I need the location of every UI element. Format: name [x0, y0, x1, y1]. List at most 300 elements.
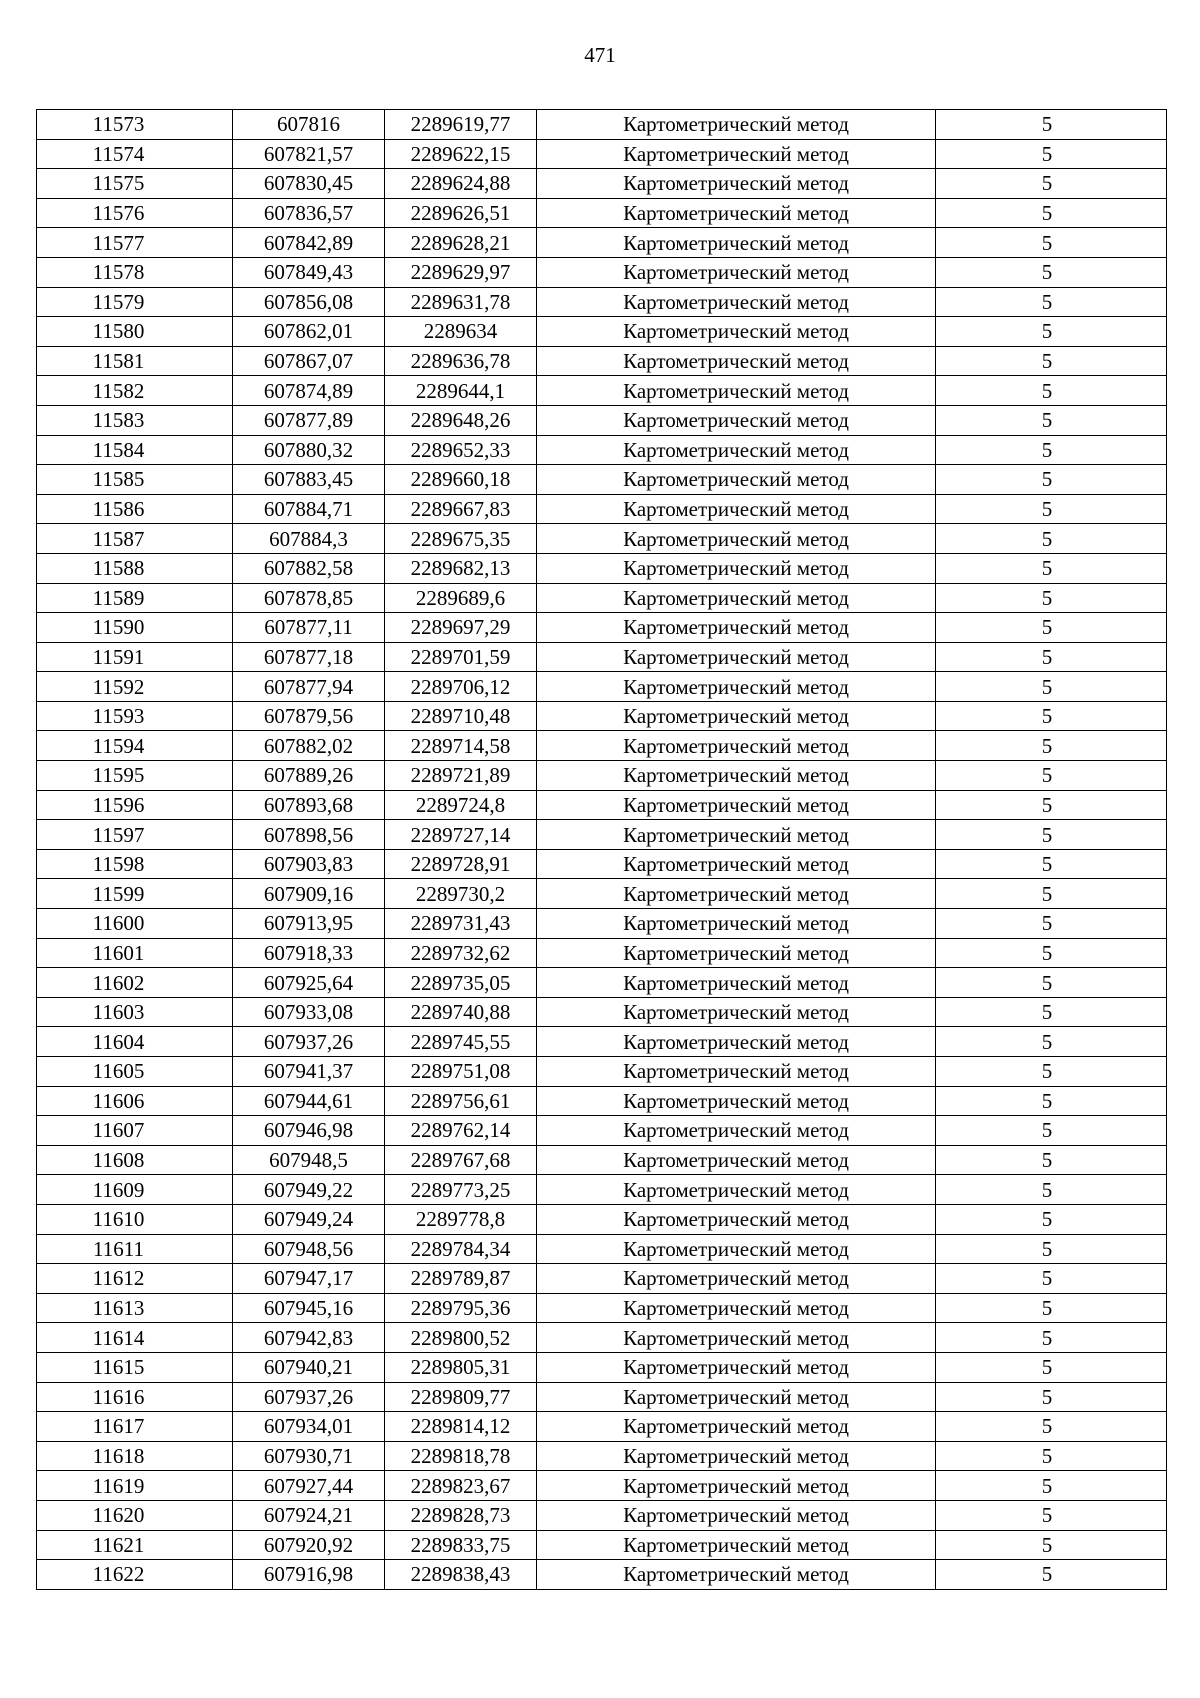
accuracy-text: 5: [1041, 1444, 1053, 1469]
y-coordinate-text: 2289818,78: [410, 1444, 511, 1469]
method-cell: [537, 228, 936, 258]
accuracy-text: 5: [1041, 792, 1053, 817]
y-coordinate-cell: [385, 1086, 537, 1116]
y-coordinate-text: 2289732,62: [410, 940, 511, 965]
method-cell: [537, 1500, 936, 1530]
table-row: [37, 1352, 1167, 1382]
x-coordinate-cell: [233, 553, 385, 583]
method-cell: [537, 1175, 936, 1205]
x-coordinate-cell: [233, 613, 385, 643]
accuracy-cell: [936, 1027, 1167, 1057]
table-row: [37, 169, 1167, 199]
table-row: [37, 1234, 1167, 1264]
point-number-text: 11611: [93, 1236, 144, 1261]
x-coordinate-cell: [233, 1145, 385, 1175]
accuracy-text: 5: [1041, 1088, 1053, 1113]
accuracy-text: 5: [1041, 1207, 1053, 1232]
accuracy-cell: [936, 257, 1167, 287]
table-body: [37, 110, 1167, 1590]
method-cell: [537, 524, 936, 554]
table-row: [37, 1441, 1167, 1471]
method-text: Картометрический метод: [623, 1414, 849, 1439]
method-text: Картометрический метод: [623, 822, 849, 847]
point-number-cell: [37, 317, 233, 347]
method-text: Картометрический метод: [623, 1236, 849, 1261]
point-number-cell: [37, 1027, 233, 1057]
accuracy-cell: [936, 761, 1167, 791]
x-coordinate-text: 607862,01: [263, 319, 354, 344]
method-text: Картометрический метод: [623, 1266, 849, 1291]
y-coordinate-cell: [385, 1116, 537, 1146]
method-text: Картометрический метод: [623, 1029, 849, 1054]
method-text: Картометрический метод: [623, 378, 849, 403]
y-coordinate-cell: [385, 524, 537, 554]
accuracy-text: 5: [1041, 585, 1053, 610]
method-text: Картометрический метод: [623, 1473, 849, 1498]
y-coordinate-text: 2289730,2: [415, 881, 506, 906]
accuracy-cell: [936, 1441, 1167, 1471]
x-coordinate-cell: [233, 1175, 385, 1205]
y-coordinate-cell: [385, 701, 537, 731]
point-number-cell: [37, 1264, 233, 1294]
y-coordinate-text: 2289784,34: [410, 1236, 511, 1261]
method-text: Картометрический метод: [623, 1088, 849, 1113]
point-number-text: 11574: [92, 141, 145, 166]
x-coordinate-text: 607937,26: [263, 1384, 354, 1409]
x-coordinate-cell: [233, 820, 385, 850]
method-text: Картометрический метод: [623, 674, 849, 699]
y-coordinate-text: 2289740,88: [410, 1000, 511, 1025]
accuracy-cell: [936, 524, 1167, 554]
y-coordinate-text: 2289756,61: [410, 1088, 511, 1113]
accuracy-text: 5: [1041, 1000, 1053, 1025]
method-text: Картометрический метод: [623, 141, 849, 166]
accuracy-cell: [936, 169, 1167, 199]
point-number-cell: [37, 583, 233, 613]
y-coordinate-cell: [385, 731, 537, 761]
accuracy-cell: [936, 465, 1167, 495]
x-coordinate-cell: [233, 1323, 385, 1353]
accuracy-cell: [936, 968, 1167, 998]
table-row: [37, 257, 1167, 287]
accuracy-cell: [936, 1204, 1167, 1234]
method-cell: [537, 1382, 936, 1412]
table-row: [37, 1175, 1167, 1205]
method-text: Картометрический метод: [623, 792, 849, 817]
method-text: Картометрический метод: [623, 940, 849, 965]
point-number-cell: [37, 1560, 233, 1590]
point-number-cell: [37, 1293, 233, 1323]
accuracy-cell: [936, 879, 1167, 909]
x-coordinate-text: 607927,44: [263, 1473, 354, 1498]
table-row: [37, 879, 1167, 909]
accuracy-cell: [936, 731, 1167, 761]
point-number-cell: [37, 997, 233, 1027]
point-number-text: 11586: [92, 497, 145, 522]
point-number-cell: [37, 1530, 233, 1560]
method-cell: [537, 1204, 936, 1234]
x-coordinate-cell: [233, 1412, 385, 1442]
y-coordinate-text: 2289728,91: [410, 852, 511, 877]
table-row: [37, 405, 1167, 435]
accuracy-cell: [936, 198, 1167, 228]
method-cell: [537, 761, 936, 791]
method-cell: [537, 583, 936, 613]
y-coordinate-cell: [385, 938, 537, 968]
accuracy-text: 5: [1041, 230, 1053, 255]
y-coordinate-cell: [385, 879, 537, 909]
x-coordinate-text: 607949,24: [263, 1207, 354, 1232]
point-number-text: 11580: [92, 319, 145, 344]
point-number-cell: [37, 524, 233, 554]
x-coordinate-text: 607880,32: [263, 437, 354, 462]
x-coordinate-cell: [233, 1471, 385, 1501]
x-coordinate-text: 607898,56: [263, 822, 354, 847]
point-number-cell: [37, 820, 233, 850]
y-coordinate-cell: [385, 169, 537, 199]
accuracy-cell: [936, 1175, 1167, 1205]
point-number-text: 11581: [92, 349, 145, 374]
x-coordinate-text: 607877,11: [264, 615, 353, 640]
accuracy-text: 5: [1041, 1355, 1053, 1380]
method-text: Картометрический метод: [623, 1296, 849, 1321]
x-coordinate-text: 607874,89: [263, 378, 354, 403]
point-number-text: 11609: [92, 1177, 145, 1202]
x-coordinate-text: 607924,21: [263, 1503, 354, 1528]
y-coordinate-text: 2289636,78: [410, 349, 511, 374]
accuracy-cell: [936, 405, 1167, 435]
point-number-cell: [37, 849, 233, 879]
method-cell: [537, 1352, 936, 1382]
x-coordinate-cell: [233, 1204, 385, 1234]
x-coordinate-cell: [233, 849, 385, 879]
point-number-cell: [37, 1116, 233, 1146]
method-cell: [537, 435, 936, 465]
y-coordinate-cell: [385, 198, 537, 228]
accuracy-text: 5: [1041, 319, 1053, 344]
method-cell: [537, 1441, 936, 1471]
accuracy-text: 5: [1041, 940, 1053, 965]
accuracy-cell: [936, 997, 1167, 1027]
y-coordinate-text: 2289667,83: [410, 497, 511, 522]
method-text: Картометрический метод: [623, 1148, 849, 1173]
method-cell: [537, 1234, 936, 1264]
point-number-cell: [37, 1145, 233, 1175]
table-row: [37, 1086, 1167, 1116]
accuracy-cell: [936, 494, 1167, 524]
table-row: [37, 287, 1167, 317]
y-coordinate-text: 2289773,25: [410, 1177, 511, 1202]
y-coordinate-cell: [385, 1500, 537, 1530]
y-coordinate-text: 2289789,87: [410, 1266, 511, 1291]
method-text: Картометрический метод: [623, 349, 849, 374]
table-row: [37, 553, 1167, 583]
accuracy-cell: [936, 1412, 1167, 1442]
y-coordinate-text: 2289710,48: [410, 704, 511, 729]
point-number-cell: [37, 1204, 233, 1234]
method-cell: [537, 1471, 936, 1501]
accuracy-text: 5: [1041, 201, 1053, 226]
method-text: Картометрический метод: [623, 763, 849, 788]
x-coordinate-cell: [233, 1352, 385, 1382]
point-number-cell: [37, 110, 233, 140]
accuracy-text: 5: [1041, 467, 1053, 492]
method-cell: [537, 701, 936, 731]
y-coordinate-cell: [385, 997, 537, 1027]
y-coordinate-text: 2289706,12: [410, 674, 511, 699]
method-text: Картометрический метод: [623, 201, 849, 226]
point-number-text: 11589: [92, 585, 145, 610]
x-coordinate-text: 607903,83: [263, 852, 354, 877]
method-cell: [537, 879, 936, 909]
point-number-cell: [37, 198, 233, 228]
method-cell: [537, 1323, 936, 1353]
accuracy-text: 5: [1041, 408, 1053, 433]
y-coordinate-text: 2289735,05: [410, 970, 511, 995]
page-number: 471: [584, 43, 616, 67]
method-text: Картометрический метод: [623, 1532, 849, 1557]
method-cell: [537, 1145, 936, 1175]
x-coordinate-cell: [233, 228, 385, 258]
point-number-text: 11598: [92, 852, 145, 877]
accuracy-cell: [936, 820, 1167, 850]
x-coordinate-text: 607948,5: [269, 1148, 348, 1173]
x-coordinate-cell: [233, 376, 385, 406]
point-number-text: 11575: [92, 171, 145, 196]
point-number-cell: [37, 879, 233, 909]
x-coordinate-cell: [233, 110, 385, 140]
x-coordinate-text: 607947,17: [263, 1266, 354, 1291]
x-coordinate-cell: [233, 346, 385, 376]
method-cell: [537, 849, 936, 879]
point-number-text: 11610: [92, 1207, 145, 1232]
point-number-cell: [37, 405, 233, 435]
point-number-cell: [37, 139, 233, 169]
y-coordinate-text: 2289805,31: [410, 1355, 511, 1380]
table-row: [37, 583, 1167, 613]
method-cell: [537, 553, 936, 583]
point-number-cell: [37, 790, 233, 820]
table-row: [37, 1116, 1167, 1146]
x-coordinate-text: 607879,56: [263, 704, 354, 729]
accuracy-text: 5: [1041, 1296, 1053, 1321]
method-cell: [537, 672, 936, 702]
y-coordinate-text: 2289689,6: [415, 585, 506, 610]
method-text: Картометрический метод: [623, 1503, 849, 1528]
accuracy-cell: [936, 317, 1167, 347]
x-coordinate-text: 607941,37: [263, 1059, 354, 1084]
point-number-text: 11588: [92, 556, 145, 581]
point-number-text: 11596: [92, 792, 145, 817]
x-coordinate-cell: [233, 879, 385, 909]
y-coordinate-cell: [385, 317, 537, 347]
accuracy-text: 5: [1041, 1118, 1053, 1143]
accuracy-cell: [936, 1234, 1167, 1264]
method-text: Картометрический метод: [623, 585, 849, 610]
x-coordinate-text: 607937,26: [263, 1029, 354, 1054]
point-number-text: 11592: [92, 674, 145, 699]
x-coordinate-text: 607930,71: [263, 1444, 354, 1469]
method-text: Картометрический метод: [623, 1207, 849, 1232]
x-coordinate-text: 607884,71: [263, 497, 354, 522]
point-number-cell: [37, 1323, 233, 1353]
y-coordinate-text: 2289795,36: [410, 1296, 511, 1321]
x-coordinate-text: 607836,57: [263, 201, 354, 226]
point-number-cell: [37, 909, 233, 939]
method-cell: [537, 317, 936, 347]
point-number-text: 11587: [92, 526, 145, 551]
y-coordinate-cell: [385, 257, 537, 287]
x-coordinate-text: 607883,45: [263, 467, 354, 492]
y-coordinate-cell: [385, 1530, 537, 1560]
accuracy-cell: [936, 1352, 1167, 1382]
accuracy-text: 5: [1041, 1325, 1053, 1350]
point-number-cell: [37, 938, 233, 968]
method-text: Картометрический метод: [623, 644, 849, 669]
method-cell: [537, 1057, 936, 1087]
y-coordinate-cell: [385, 1293, 537, 1323]
x-coordinate-cell: [233, 169, 385, 199]
x-coordinate-cell: [233, 435, 385, 465]
table-row: [37, 790, 1167, 820]
point-number-text: 11578: [92, 260, 145, 285]
coordinates-table: [36, 109, 1167, 1590]
table-row: [37, 346, 1167, 376]
accuracy-text: 5: [1041, 970, 1053, 995]
method-cell: [537, 1027, 936, 1057]
method-text: Картометрический метод: [623, 1059, 849, 1084]
y-coordinate-cell: [385, 672, 537, 702]
method-cell: [537, 1412, 936, 1442]
method-cell: [537, 938, 936, 968]
table-row: [37, 317, 1167, 347]
table-row: [37, 849, 1167, 879]
accuracy-text: 5: [1041, 497, 1053, 522]
table-row: [37, 1382, 1167, 1412]
table-row: [37, 938, 1167, 968]
accuracy-text: 5: [1041, 349, 1053, 374]
method-text: Картометрический метод: [623, 852, 849, 877]
point-number-text: 11618: [92, 1444, 145, 1469]
accuracy-cell: [936, 938, 1167, 968]
point-number-text: 11622: [92, 1562, 145, 1587]
point-number-text: 11584: [92, 437, 145, 462]
x-coordinate-text: 607842,89: [263, 230, 354, 255]
point-number-text: 11617: [92, 1414, 145, 1439]
point-number-cell: [37, 553, 233, 583]
point-number-text: 11613: [92, 1296, 145, 1321]
point-number-cell: [37, 1086, 233, 1116]
x-coordinate-text: 607920,92: [263, 1532, 354, 1557]
accuracy-cell: [936, 701, 1167, 731]
x-coordinate-text: 607878,85: [263, 585, 354, 610]
method-cell: [537, 997, 936, 1027]
y-coordinate-text: 2289675,35: [410, 526, 511, 551]
y-coordinate-cell: [385, 1027, 537, 1057]
method-text: Картометрический метод: [623, 1355, 849, 1380]
accuracy-cell: [936, 110, 1167, 140]
x-coordinate-cell: [233, 583, 385, 613]
point-number-cell: [37, 1057, 233, 1087]
accuracy-cell: [936, 790, 1167, 820]
x-coordinate-text: 607945,16: [263, 1296, 354, 1321]
table-row: [37, 1560, 1167, 1590]
y-coordinate-cell: [385, 1057, 537, 1087]
y-coordinate-text: 2289644,1: [415, 378, 506, 403]
accuracy-text: 5: [1041, 852, 1053, 877]
point-number-cell: [37, 228, 233, 258]
accuracy-text: 5: [1041, 1503, 1053, 1528]
x-coordinate-text: 607918,33: [263, 940, 354, 965]
x-coordinate-cell: [233, 701, 385, 731]
table-row: [37, 672, 1167, 702]
x-coordinate-text: 607942,83: [263, 1325, 354, 1350]
y-coordinate-text: 2289751,08: [410, 1059, 511, 1084]
method-cell: [537, 169, 936, 199]
x-coordinate-text: 607944,61: [263, 1088, 354, 1113]
point-number-text: 11585: [92, 467, 145, 492]
table-row: [37, 968, 1167, 998]
method-cell: [537, 909, 936, 939]
point-number-cell: [37, 376, 233, 406]
x-coordinate-cell: [233, 405, 385, 435]
point-number-text: 11602: [92, 970, 145, 995]
method-text: Картометрический метод: [623, 319, 849, 344]
table-row: [37, 909, 1167, 939]
method-text: Картометрический метод: [623, 230, 849, 255]
table-row: [37, 139, 1167, 169]
point-number-cell: [37, 1471, 233, 1501]
accuracy-text: 5: [1041, 141, 1053, 166]
x-coordinate-text: 607889,26: [263, 763, 354, 788]
accuracy-cell: [936, 642, 1167, 672]
accuracy-cell: [936, 376, 1167, 406]
accuracy-cell: [936, 672, 1167, 702]
point-number-text: 11599: [92, 881, 145, 906]
point-number-cell: [37, 346, 233, 376]
x-coordinate-cell: [233, 731, 385, 761]
x-coordinate-cell: [233, 1264, 385, 1294]
x-coordinate-text: 607933,08: [263, 1000, 354, 1025]
table-row: [37, 1264, 1167, 1294]
x-coordinate-text: 607946,98: [263, 1118, 354, 1143]
accuracy-text: 5: [1041, 644, 1053, 669]
x-coordinate-cell: [233, 790, 385, 820]
table-row: [37, 228, 1167, 258]
table-row: [37, 761, 1167, 791]
x-coordinate-cell: [233, 1116, 385, 1146]
point-number-cell: [37, 613, 233, 643]
x-coordinate-cell: [233, 761, 385, 791]
table-row: [37, 820, 1167, 850]
point-number-cell: [37, 1412, 233, 1442]
y-coordinate-text: 2289838,43: [410, 1562, 511, 1587]
y-coordinate-cell: [385, 909, 537, 939]
point-number-text: 11576: [92, 201, 145, 226]
x-coordinate-cell: [233, 1441, 385, 1471]
accuracy-text: 5: [1041, 171, 1053, 196]
y-coordinate-text: 2289727,14: [410, 822, 511, 847]
y-coordinate-cell: [385, 1560, 537, 1590]
point-number-cell: [37, 761, 233, 791]
y-coordinate-text: 2289823,67: [410, 1473, 511, 1498]
accuracy-cell: [936, 849, 1167, 879]
method-cell: [537, 1116, 936, 1146]
point-number-text: 11577: [92, 230, 145, 255]
point-number-text: 11594: [92, 733, 145, 758]
y-coordinate-text: 2289828,73: [410, 1503, 511, 1528]
table-row: [37, 642, 1167, 672]
